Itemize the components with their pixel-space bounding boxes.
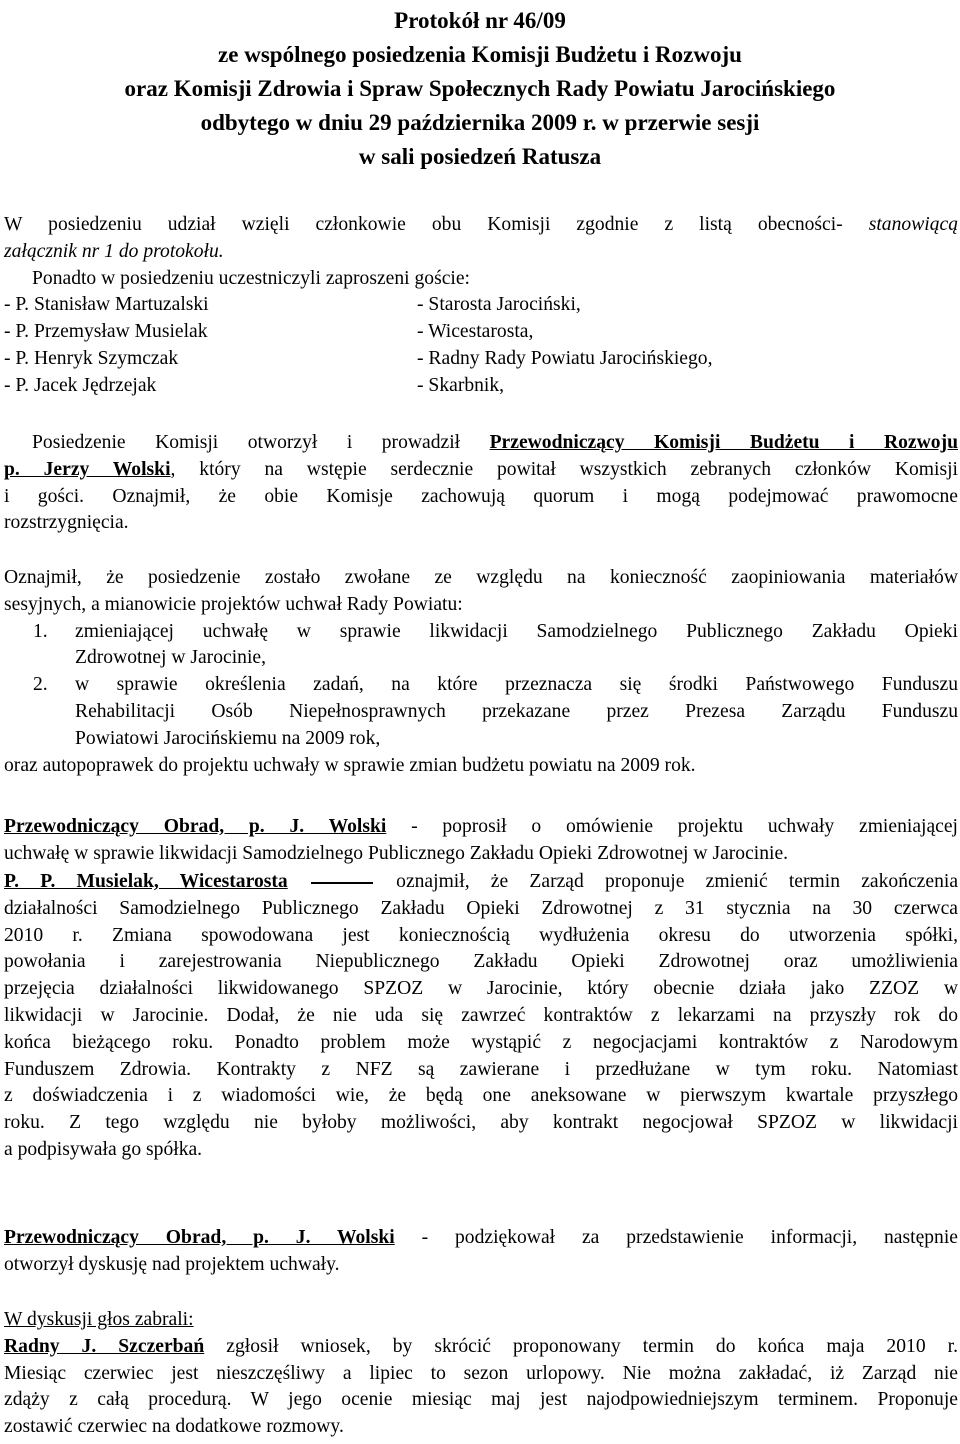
document-title	[0, 4, 960, 174]
speaker-name: Przewodniczący Obrad, p. J. Wolski	[4, 1227, 395, 1248]
guest-row: - P. Henryk Szymczak - Radny Rady Powiatu Jarocińskiego,	[4, 347, 713, 369]
paragraph-musielak	[4, 869, 958, 1164]
chair-request-line-2: uchwałę w sprawie likwidacji Samodzielnego Publicznego Zakładu Opieki Zdrowotnej w Jarocinie.	[4, 842, 789, 864]
agenda-paragraph	[4, 565, 958, 779]
discussion-line-1: Radny J. Szczerbań zgłosił wniosek, by skrócić proponowany termin do końca maja 2010 r.	[4, 1335, 958, 1357]
guest-row: - P. Jacek Jędrzejak - Skarbnik,	[4, 374, 505, 396]
title-line-4: odbytego w dniu 29 października 2009 r. w przerwie sesji	[200, 110, 760, 135]
discussion-line-4: zostawić czerwiec na dodatkowe rozmowy.	[4, 1416, 344, 1438]
musielak-line-5: przejęcia działalności likwidowanego SPZOZ w Jarocinie, który obecnie działa jako ZZOZ w	[4, 978, 958, 1000]
musielak-line-1: P. P. Musielak, Wicestarosta oznajmił, że Zarząd proponuje zmienić termin zakończenia	[4, 871, 959, 892]
discussion-heading: W dyskusji głos zabrali:	[4, 1309, 194, 1330]
chair-thanks-line-2: otworzył dyskusję nad projektem uchwały.	[4, 1253, 340, 1275]
guest-row: - P. Przemysław Musielak - Wicestarosta,	[4, 321, 534, 343]
discussion-section	[4, 1307, 958, 1441]
opening-paragraph	[4, 430, 958, 537]
intro-line-1: W posiedzeniu udział wzięli członkowie obu Komisji zgodnie z listą obecności- stanowiącą	[4, 214, 958, 235]
speaker-name: Radny J. Szczerbań	[4, 1335, 205, 1357]
musielak-line-6: likwidacji w Jarocinie. Dodał, że nie uda się zawrzeć kontraktów z lekarzami na przyszły rok do	[4, 1004, 958, 1026]
musielak-line-11: a podpisywała go spółka.	[4, 1138, 203, 1160]
guest-row: - P. Stanisław Martuzalski - Starosta Jarociński,	[4, 294, 581, 316]
paragraph-chair-request	[4, 814, 958, 868]
chair-person-name: p. Jerzy Wolski	[4, 458, 171, 480]
committee-chair-name: Przewodniczący Komisji Budżetu i Rozwoju	[489, 432, 958, 453]
intro-paragraph	[4, 212, 958, 400]
opening-line-4: rozstrzygnięcia.	[4, 512, 129, 534]
opening-line-3: i gości. Oznajmił, że obie Komisje zachowują quorum i mogą podejmować prawomocne	[4, 485, 958, 507]
musielak-line-7: końca bieżącego roku. Ponadto problem może wystąpić z negocjacjami kontraktów z Narodowym	[4, 1031, 958, 1053]
musielak-line-10: roku. Z tego względu nie byłoby możliwości, aby kontrakt negocjował SPZOZ w likwidacji	[4, 1112, 958, 1134]
musielak-line-2: działalności Samodzielnego Publicznego Zakładu Opieki Zdrowotnej z 31 stycznia na 30 czerwca	[4, 897, 958, 919]
opening-line-1: Posiedzenie Komisji otworzył i prowadził Przewodniczący Komisji Budżetu i Rozwoju	[32, 432, 958, 453]
agenda-line-1: Oznajmił, że posiedzenie zostało zwołane ze względu na konieczność zaopiniowania materiałów	[4, 567, 958, 588]
title-line-5: w sali posiedzeń Ratusza	[358, 144, 602, 169]
speaker-name: P. P. Musielak, Wicestarosta	[4, 871, 288, 892]
agenda-item-1: 1. zmieniającej uchwałę w sprawie likwidacji Samodzielnego Publicznego Zakładu Opieki Zdrowotnej w Jarocinie,	[33, 620, 958, 669]
agenda-closing: oraz autopoprawek do projektu uchwały w sprawie zmian budżetu powiatu na 2009 rok.	[4, 754, 696, 776]
paragraph-chair-thanks	[4, 1225, 958, 1279]
agenda-item-2: 2. w sprawie określenia zadań, na które przeznacza się środki Państwowego Funduszu Rehabilitacji Osób Niepełnosprawnych przekazane przez Prezesa Zarządu Funduszu Powiatowi Jarocińskiemu na 2009 rok,	[33, 674, 958, 749]
chair-thanks-line-1: Przewodniczący Obrad, p. J. Wolski - podziękował za przedstawienie informacji, następnie	[4, 1227, 958, 1248]
title-line-3: oraz Komisji Zdrowia i Spraw Społecznych Rady Powiatu Jarocińskiego	[124, 76, 836, 101]
title-line-1: Protokół nr 46/09	[394, 8, 566, 33]
intro-line-2: załącznik nr 1 do protokołu.	[4, 240, 224, 262]
guest-list	[4, 292, 958, 399]
dash-rule	[311, 882, 373, 884]
agenda-line-2: sesyjnych, a mianowicie projektów uchwał Rady Powiatu:	[4, 593, 463, 615]
opening-line-2: p. Jerzy Wolski, który na wstępie serdecznie powitał wszystkich zebranych członków Komisji	[4, 458, 958, 480]
musielak-line-8: Funduszem Zdrowia. Kontrakty z NFZ są zawierane i przedłużane w tym roku. Natomiast	[4, 1058, 958, 1080]
discussion-line-3: zdąży z całą procedurą. W jego ocenie miesiąc maj jest najodpowiedniejszym terminem. Proponuje	[4, 1389, 958, 1411]
musielak-line-9: z doświadczenia i z wiadomości wie, że będą one aneksowane w pierwszym kwartale przyszłego	[4, 1085, 958, 1107]
speaker-name: Przewodniczący Obrad, p. J. Wolski	[4, 816, 387, 837]
title-line-2: ze wspólnego posiedzenia Komisji Budżetu i Rozwoju	[218, 42, 742, 67]
chair-request-line-1: Przewodniczący Obrad, p. J. Wolski - poprosił o omówienie projektu uchwały zmieniającej	[4, 816, 958, 837]
musielak-line-4: powołania i zarejestrowania Niepublicznego Zakładu Opieki Zdrowotnej oraz umożliwienia	[4, 951, 958, 973]
discussion-line-2: Miesiąc czerwiec jest nieszczęśliwy a lipiec to sezon urlopowy. Nie można zakładać, iż Zarząd nie	[4, 1362, 958, 1384]
intro-line-3: Ponadto w posiedzeniu uczestniczyli zaproszeni goście:	[32, 267, 470, 289]
musielak-line-3: 2010 r. Zmiana spowodowana jest koniecznością wydłużenia okresu do utworzenia spółki,	[4, 924, 958, 946]
